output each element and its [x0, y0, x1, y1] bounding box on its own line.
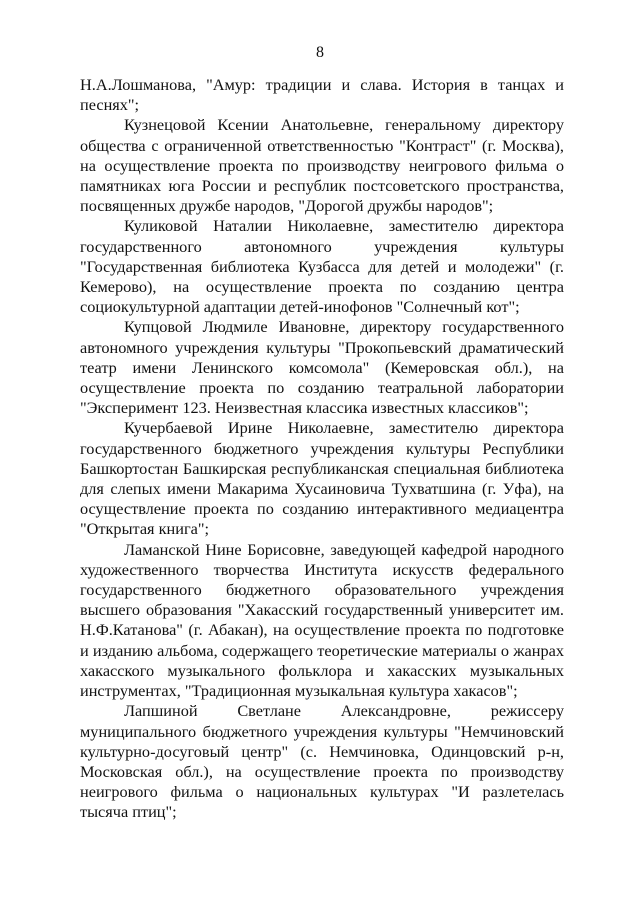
- document-body: [80, 75, 564, 823]
- paragraph-lead: Н.А.Лошманова, "Амур: традиции и слава. История в танцах и песнях";: [80, 75, 564, 115]
- paragraph-kuznetsova: Кузнецовой Ксении Анатольевне, генеральному директору общества с ограниченной ответственностью "Контраст" (г. Москва), на осуществление проекта по производству неигрового фильма о памятниках юга России и республик постсоветского пространства, посвященных дружбе народов, "Дорогой дружбы народов";: [80, 115, 564, 216]
- paragraph-kulikova: Куликовой Наталии Николаевне, заместителю директора государственного автономного учреждения культуры "Государственная библиотека Кузбасса для детей и молодежи" (г. Кемерово), на осуществление проекта по созданию центра социокультурной адаптации детей-инофонов "Солнечный кот";: [80, 216, 564, 317]
- paragraph-lapshina: Лапшиной Светлане Александровне, режиссеру муниципального бюджетного учреждения культуры "Немчиновский культурно-досуговый центр" (с. Немчиновка, Одинцовский р-н, Московская обл.), на осуществление проекта по производству неигрового фильма о национальных культурах "И разлетелась тысяча птиц";: [80, 701, 564, 822]
- paragraph-kuptsova: Купцовой Людмиле Ивановне, директору государственного автономного учреждения культуры "Прокопьевский драматический театр имени Ленинского комсомола" (Кемеровская обл.), на осуществление проекта по созданию театральной лаборатории "Эксперимент 123. Неизвестная классика известных классиков";: [80, 317, 564, 418]
- page-number: 8: [316, 44, 324, 61]
- paragraph-lamanskaya: Ламанской Нине Борисовне, заведующей кафедрой народного художественного творчества Института искусств федерального государственного бюджетного образовательного учреждения высшего образования "Хакасский государственный университет им. Н.Ф.Катанова" (г. Абакан), на осуществление проекта по подготовке и изданию альбома, содержащего теоретические материалы о жанрах хакасского музыкального фольклора и хакасских музыкальных инструментах, "Традиционная музыкальная культура хакасов";: [80, 539, 564, 701]
- paragraph-kucherbaeva: Кучербаевой Ирине Николаевне, заместителю директора государственного бюджетного учреждения культуры Республики Башкортостан Башкирская республиканская специальная библиотека для слепых имени Макарима Хусаиновича Тухватшина (г. Уфа), на осуществление проекта по созданию интерактивного медиацентра "Открытая книга";: [80, 418, 564, 539]
